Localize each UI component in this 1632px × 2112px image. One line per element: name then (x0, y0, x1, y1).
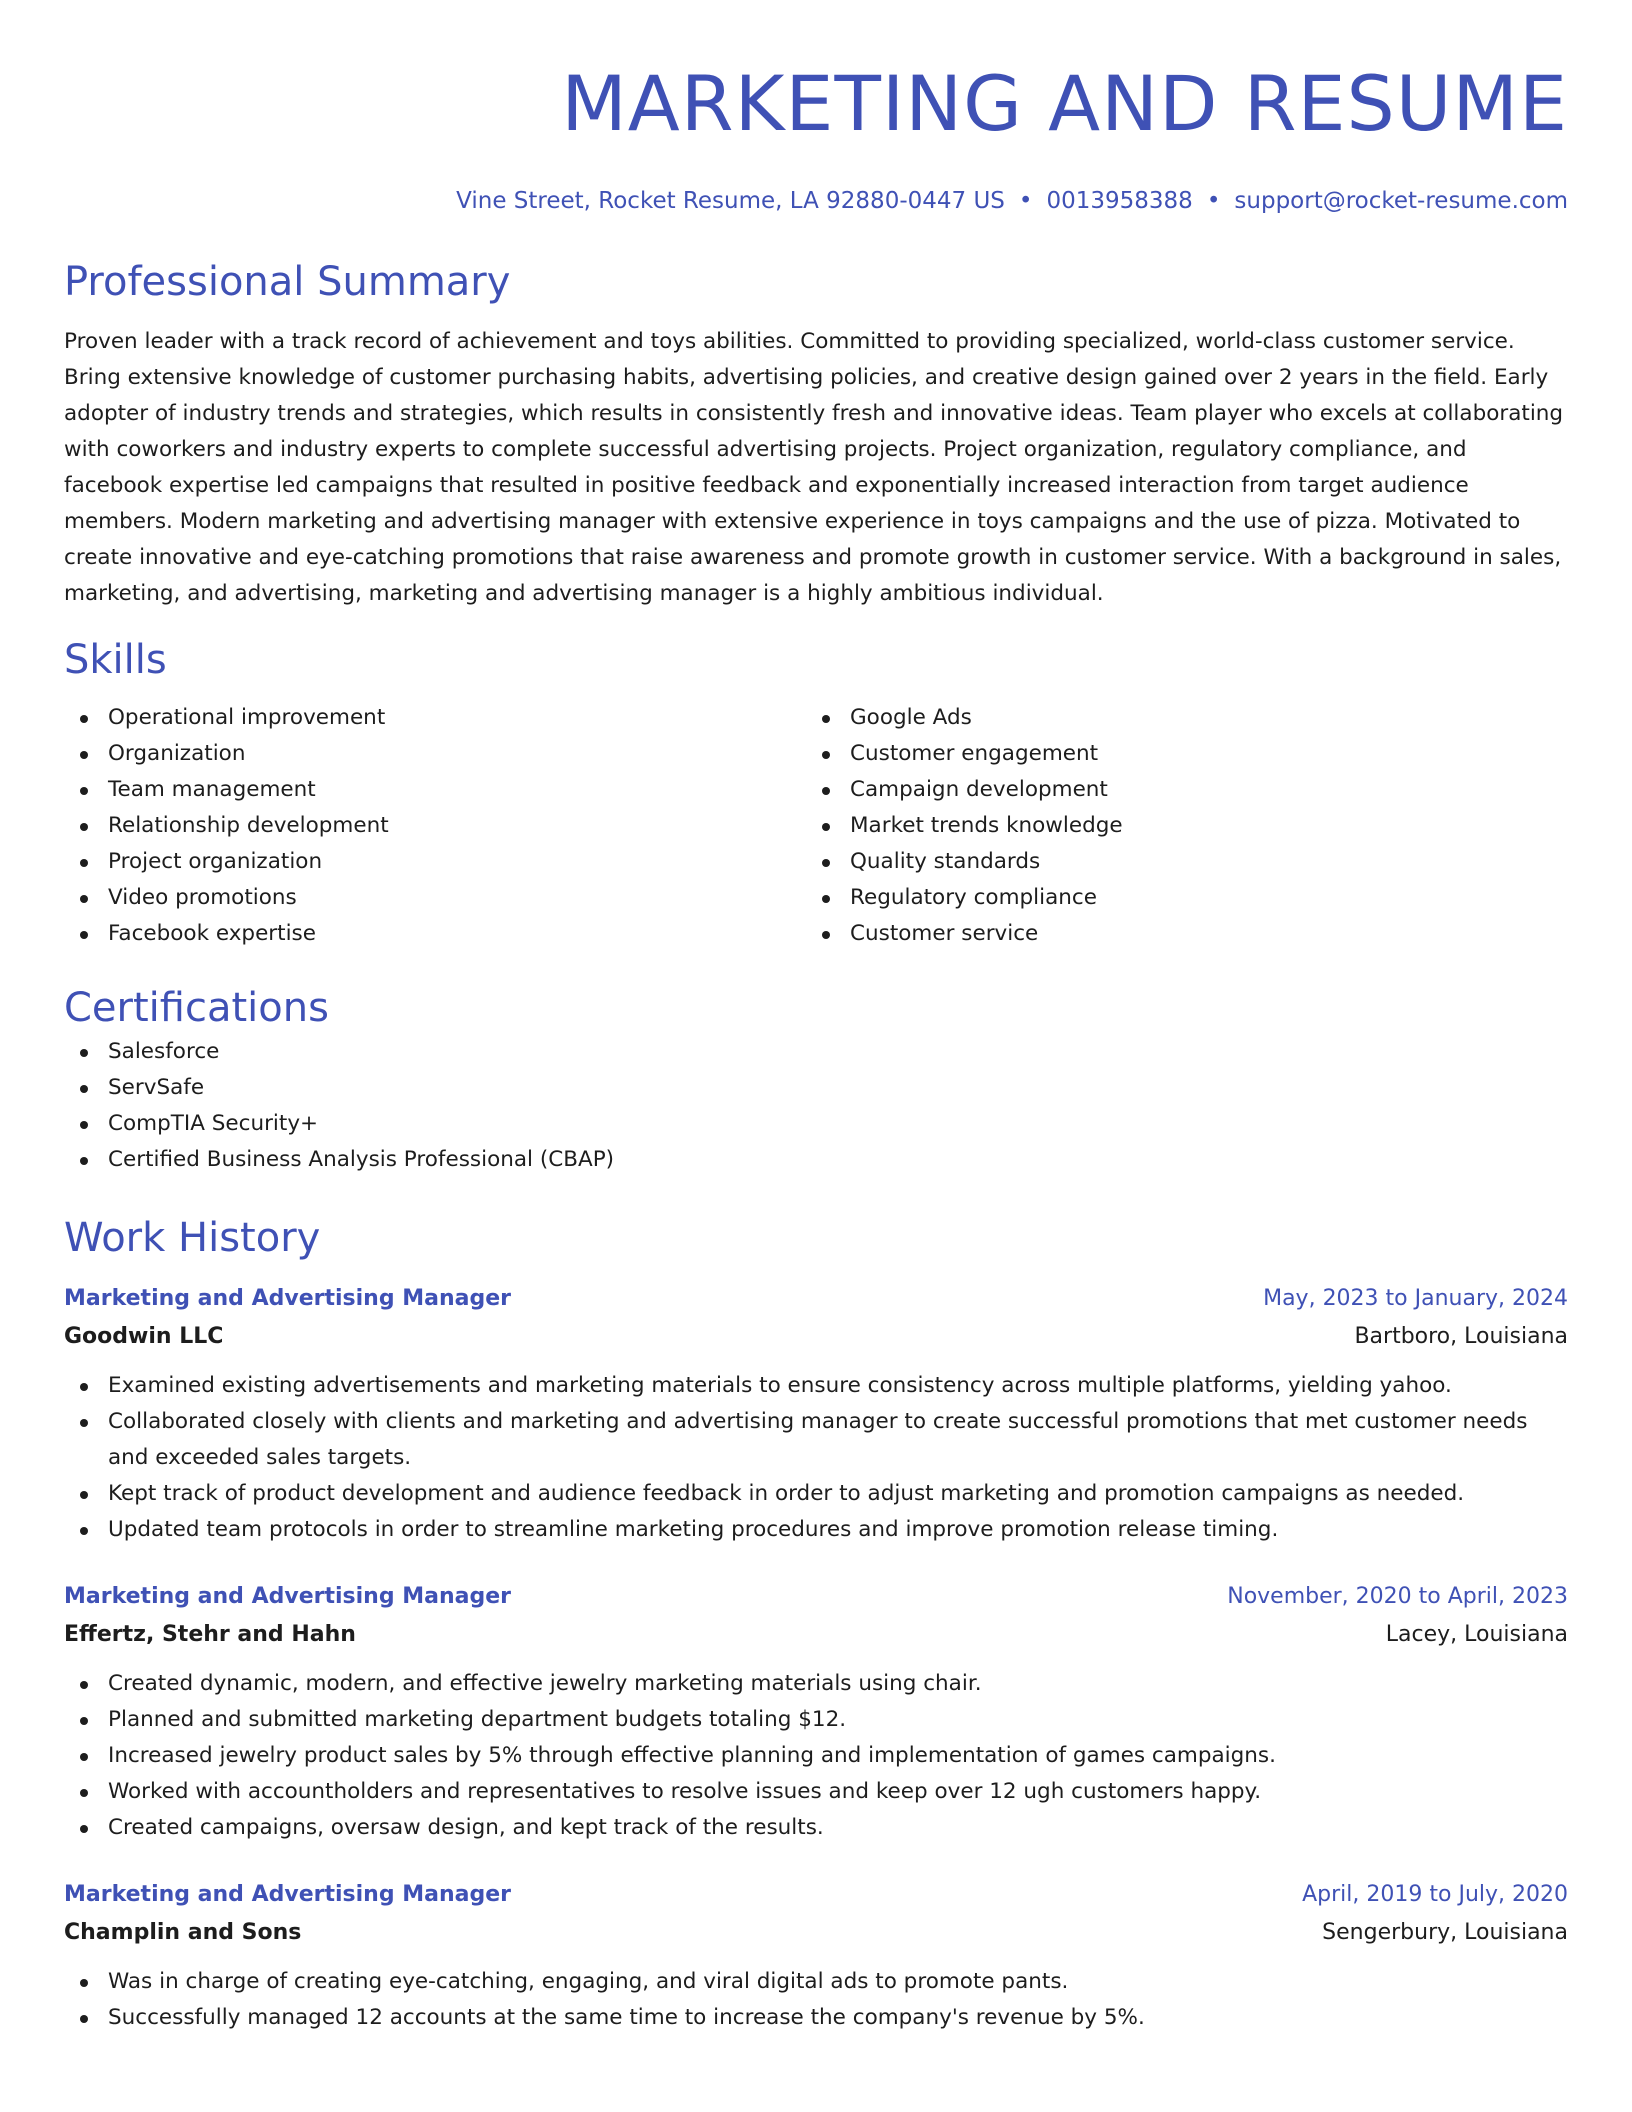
skill-item: Market trends knowledge (806, 808, 1548, 844)
skill-item: Relationship development (64, 808, 806, 844)
contact-separator: • (1018, 188, 1033, 214)
skill-item: Customer engagement (806, 736, 1548, 772)
job-bullet: Updated team protocols in order to streamline marketing procedures and improve promotion release timing. (64, 1512, 1568, 1548)
skill-item: Project organization (64, 844, 806, 880)
job-bullet: Worked with accountholders and representatives to resolve issues and keep over 12 ugh customers happy. (64, 1774, 1568, 1810)
contact-address: Vine Street, Rocket Resume, LA 92880-0447 US (456, 188, 1005, 214)
job-entry (64, 1876, 1568, 2036)
section-title-certifications: Certifications (64, 985, 329, 1031)
job-title: Marketing and Advertising Manager (64, 1882, 512, 1907)
job-bullet: Created dynamic, modern, and effective jewelry marketing materials using chair. (64, 1666, 1568, 1702)
job-bullet: Planned and submitted marketing department budgets totaling $12. (64, 1702, 1568, 1738)
job-company: Goodwin LLC (64, 1324, 224, 1349)
job-company: Champlin and Sons (64, 1920, 302, 1945)
job-location: Bartboro, Louisiana (1354, 1324, 1568, 1349)
contact-separator: • (1206, 188, 1221, 214)
certification-item: Certified Business Analysis Professional (CBAP) (64, 1142, 1568, 1178)
job-bullet: Was in charge of creating eye-catching, engaging, and viral digital ads to promote pants. (64, 1964, 1568, 2000)
section-title-summary: Professional Summary (64, 259, 511, 305)
skill-item: Operational improvement (64, 700, 806, 736)
job-header-row (64, 1280, 1568, 1318)
job-bullet: Created campaigns, oversaw design, and kept track of the results. (64, 1810, 1568, 1846)
skill-item: Team management (64, 772, 806, 808)
job-bullets (64, 1964, 1568, 2036)
job-bullets (64, 1666, 1568, 1846)
certification-item: Salesforce (64, 1034, 1568, 1070)
job-dates: April, 2019 to July, 2020 (1302, 1882, 1568, 1907)
resume-page (64, 0, 1568, 2036)
certifications-list (64, 1034, 1568, 1178)
certification-item: CompTIA Security+ (64, 1106, 1568, 1142)
skill-item: Organization (64, 736, 806, 772)
job-entry (64, 1280, 1568, 1548)
contact-line (64, 186, 1568, 216)
job-dates: May, 2023 to January, 2024 (1263, 1286, 1568, 1311)
job-company-row (64, 1914, 1568, 1952)
skill-item: Customer service (806, 916, 1548, 952)
job-company-row (64, 1616, 1568, 1654)
section-title-skills: Skills (64, 637, 167, 683)
job-bullet: Successfully managed 12 accounts at the same time to increase the company's revenue by 5%. (64, 2000, 1568, 2036)
job-location: Sengerbury, Louisiana (1322, 1920, 1568, 1945)
job-title: Marketing and Advertising Manager (64, 1286, 512, 1311)
job-bullet: Examined existing advertisements and marketing materials to ensure consistency across multiple platforms, yielding yahoo. (64, 1368, 1568, 1404)
section-title-work-history: Work History (64, 1215, 321, 1261)
job-entry (64, 1578, 1568, 1846)
skill-item: Video promotions (64, 880, 806, 916)
skills-columns (64, 700, 1568, 952)
job-bullet: Kept track of product development and audience feedback in order to adjust marketing and promotion campaigns as needed. (64, 1476, 1568, 1512)
contact-phone: 0013958388 (1046, 188, 1193, 214)
job-bullets (64, 1368, 1568, 1548)
job-header-row (64, 1876, 1568, 1914)
summary-text: Proven leader with a track record of achievement and toys abilities. Committed to providing specialized, world-class customer service. Bring extensive knowledge of customer purchasing habits, advertising policies, and creative design gained over 2 years in the field. Early adopter of industry trends and strategies, which results in consistently fresh and innovative ideas. Team player who excels at collaborating with coworkers and industry experts to complete successful advertising projects. Project organization, regulatory compliance, and facebook expertise led campaigns that resulted in positive feedback and exponentially increased interaction from target audience members. Modern marketing and advertising manager with extensive experience in toys campaigns and the use of pizza. Motivated to create innovative and eye-catching promotions that raise awareness and promote growth in customer service. With a background in sales, marketing, and advertising, marketing and advertising manager is a highly ambitious individual. (64, 329, 1564, 606)
skill-item: Quality standards (806, 844, 1548, 880)
skills-column-left (64, 700, 806, 952)
job-title: Marketing and Advertising Manager (64, 1584, 512, 1609)
skill-item: Facebook expertise (64, 916, 806, 952)
job-header-row (64, 1578, 1568, 1616)
skills-column-right (806, 700, 1548, 952)
job-dates: November, 2020 to April, 2023 (1227, 1584, 1568, 1609)
job-bullet: Collaborated closely with clients and marketing and advertising manager to create successful promotions that met customer needs and exceeded sales targets. (64, 1404, 1568, 1476)
contact-email[interactable]: support@rocket-resume.com (1234, 188, 1568, 214)
certification-item: ServSafe (64, 1070, 1568, 1106)
job-location: Lacey, Louisiana (1385, 1622, 1568, 1647)
resume-name: MARKETING AND RESUME (561, 59, 1568, 148)
job-company: Effertz, Stehr and Hahn (64, 1622, 356, 1647)
job-bullet: Increased jewelry product sales by 5% through effective planning and implementation of games campaigns. (64, 1738, 1568, 1774)
job-company-row (64, 1318, 1568, 1356)
skill-item: Regulatory compliance (806, 880, 1548, 916)
skill-item: Google Ads (806, 700, 1548, 736)
skill-item: Campaign development (806, 772, 1548, 808)
